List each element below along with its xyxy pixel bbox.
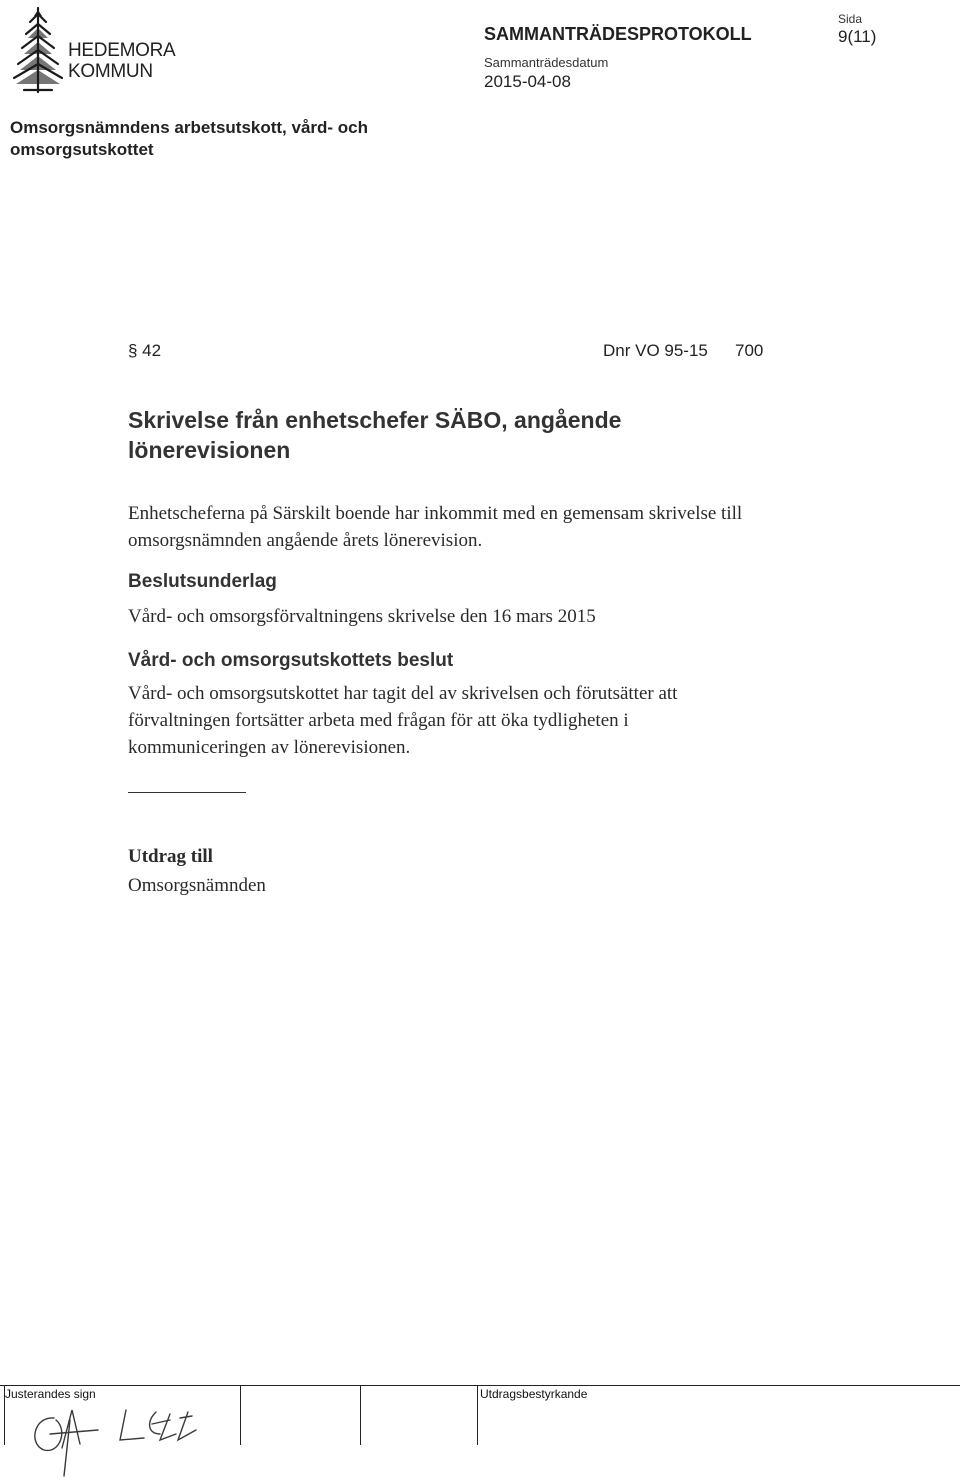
footer-cell-border <box>360 1385 361 1445</box>
signers-label: Justerandes sign <box>5 1387 96 1401</box>
handwritten-signature <box>20 1400 220 1478</box>
basis-heading: Beslutsunderlag <box>128 571 277 592</box>
page-label: Sida <box>838 12 863 26</box>
footer-cell-border <box>477 1385 478 1445</box>
registration-number: Dnr VO 95-15 <box>603 341 708 360</box>
certified-label: Utdragsbestyrkande <box>480 1387 588 1401</box>
decision-text: Vård- och omsorgsutskottet har tagit del av skrivelsen och förutsätter att förvaltningen fortsätter arbeta med frågan för att öka tydligheten i kommuniceringen av lönerevisionen. <box>128 683 678 758</box>
extract-heading: Utdrag till <box>128 846 213 867</box>
logo-line-2: KOMMUN <box>68 61 153 82</box>
case-code: 700 <box>735 341 764 360</box>
page-number: 9(11) <box>838 27 877 46</box>
basis-text: Vård- och omsorgsförvaltningens skrivelse den 16 mars 2015 <box>128 606 596 627</box>
footer-divider <box>0 1385 960 1386</box>
paragraph-number: § 42 <box>128 341 162 360</box>
logo-line-1: HEDEMORA <box>68 40 176 61</box>
decision-heading: Vård- och omsorgsutskottets beslut <box>128 650 454 671</box>
section-divider <box>128 792 246 793</box>
municipality-logo-text <box>68 40 175 82</box>
footer-cell-border <box>240 1385 241 1445</box>
item-title: Skrivelse från enhetschefer SÄBO, angående lönerevisionen <box>128 407 622 463</box>
intro-paragraph: Enhetscheferna på Särskilt boende har inkommit med en gemensam skrivelse till omsorgsnämnden angående årets lönerevision. <box>128 503 743 551</box>
fir-tree-icon <box>10 6 66 94</box>
extract-recipient: Omsorgsnämnden <box>128 875 266 896</box>
meeting-date-label: Sammanträdesdatum <box>484 55 609 70</box>
meeting-date: 2015-04-08 <box>484 72 571 91</box>
committee-name: Omsorgsnämndens arbetsutskott, vård- och omsorgsutskottet <box>10 118 369 159</box>
document-type: SAMMANTRÄDESPROTOKOLL <box>484 24 752 44</box>
